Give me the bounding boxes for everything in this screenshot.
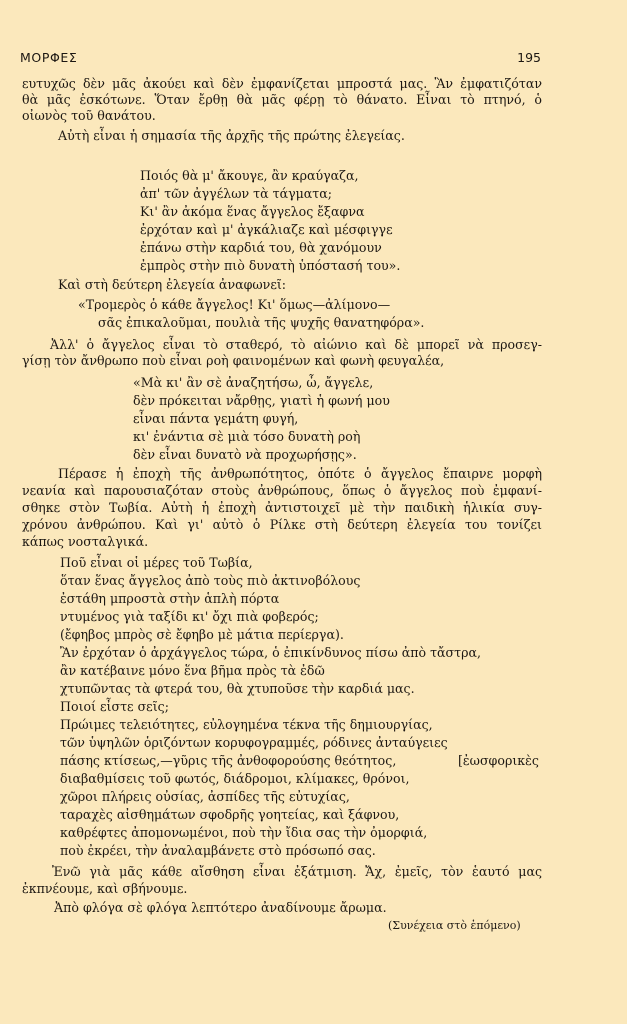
continued-note: (Συνέχεια στὸ ἑπόμενο) <box>388 919 521 932</box>
verse-line: ἀπ' τῶν ἀγγέλων τὰ τάγματα; <box>140 186 333 201</box>
verse-line: κι' ἐνάντια σὲ μιὰ τόσο δυνατὴ ροὴ <box>133 429 361 444</box>
verse-line: πάσης κτίσεως,—γῦρις τῆς ἀνθοφορούσης θεότητος, <box>60 753 397 768</box>
verse-line: ποὺ ἐκρέει, τὴν ἀναλαμβάνετε στὸ πρόσωπό σας. <box>60 843 376 858</box>
verse-line: (ἔφηβος μπρὸς σὲ ἔφηβο μὲ μάτια περίεργα). <box>60 627 344 642</box>
verse-line: Ποῦ εἶναι οἱ μέρες τοῦ Τωβία, <box>60 555 253 570</box>
verse-line: εἶναι πάντα γεμάτη φυγή, <box>133 411 299 426</box>
verse-line: ταραχὲς αἰσθημάτων σφοδρῆς γοητείας, καὶ ξάφνου, <box>60 807 400 822</box>
verse-line: δὲν πρόκειται νἄρθῃς, γιατὶ ἡ φωνή μου <box>133 393 390 408</box>
text-line: νεανία καὶ παρουσιαζόταν στοὺς ἀνθρώπους, ὅπως ὁ ἄγγελος ποὺ ἐμφανί- <box>22 483 542 498</box>
text-line: σθηκε στὸν Τωβία. Αὐτὴ ἡ ἐποχὴ ἀντιστοιχεῖ μὲ τὴν παιδικὴ ἡλικία συγ- <box>22 500 542 515</box>
verse-line: «Μὰ κι' ἂν σὲ ἀναζητήσω, ὦ, ἄγγελε, <box>133 375 374 390</box>
verse-line: ὅταν ἕνας ἄγγελος ἀπὸ τοὺς πιὸ ἀκτινοβόλους <box>60 573 361 588</box>
text-line: Αὐτὴ εἶναι ἡ σημασία τῆς ἀρχῆς τῆς πρώτης ἐλεγείας. <box>58 128 405 143</box>
verse-line: ἐπάνω στὴν καρδιά του, θὰ χανόμουν <box>140 240 382 255</box>
text-line: Ἐνῶ γιὰ μᾶς κάθε αἴσθηση εἶναι ἐξάτμιση. Ἄχ, ἐμεῖς, τὸν ἑαυτό μας <box>52 864 542 879</box>
verse-line: δὲν εἶναι δυνατὸ νὰ προχωρήσῃς». <box>133 447 357 462</box>
verse-carryover: [ἐωσφορικὲς <box>458 753 539 768</box>
text-line: ἐκπνέουμε, καὶ σβήνουμε. <box>22 881 188 896</box>
text-line: οἰωνὸς τοῦ θανάτου. <box>22 108 156 123</box>
page-number: 195 <box>517 50 541 65</box>
verse-line: χτυπῶντας τὰ φτερά του, θὰ χτυποῦσε τὴν καρδιά μας. <box>60 681 415 696</box>
quote-line: σᾶς ἐπικαλοῦμαι, πουλιὰ τῆς ψυχῆς θανατηφόρα». <box>98 315 425 330</box>
verse-line: Ἂν ἐρχόταν ὁ ἀρχάγγελος τώρα, ὁ ἐπικίνδυνος πίσω ἀπὸ τἄστρα, <box>60 645 482 660</box>
verse-line: ἂν κατέβαινε μόνο ἕνα βῆμα πρὸς τὰ ἐδῶ <box>60 663 325 678</box>
text-line: κάπως νοσταλγικά. <box>22 534 149 549</box>
verse-line: Ποιός θὰ μ' ἄκουγε, ἂν κραύγαζα, <box>140 168 359 183</box>
text-line: Ἀλλ' ὁ ἄγγελος εἶναι τὸ σταθερό, τὸ αἰώνιο καὶ δὲ μπορεῖ νὰ προσεγ- <box>50 337 542 352</box>
text-line: γίσῃ τὸν ἄνθρωπο ποὺ εἶναι ροὴ φαινομένων καὶ φωνὴ φευγαλέα, <box>22 353 445 368</box>
verse-line: Κι' ἂν ἀκόμα ἕνας ἄγγελος ἔξαφνα <box>140 204 365 219</box>
text-line: Ἀπὸ φλόγα σὲ φλόγα λεπτότερο ἀναδίνουμε ἄρωμα. <box>54 900 387 915</box>
text-line: θὰ μᾶς ἐσκότωνε. Ὅταν ἔρθῃ θὰ μᾶς φέρῃ τὸ θάνατο. Εἶναι τὸ πτηνό, ὁ <box>22 92 542 107</box>
text-line: Πέρασε ἡ ἐποχὴ τῆς ἀνθρωπότητος, ὁπότε ὁ ἄγγελος ἔπαιρνε μορφὴ <box>58 466 542 481</box>
running-head: ΜΟΡΦΕΣ <box>20 50 78 65</box>
verse-line: ἐστάθη μπροστὰ στὴν ἁπλὴ πόρτα <box>60 591 280 606</box>
text-line: χρόνου ἀνθρώπου. Καὶ γι' αὐτὸ ὁ Ρίλκε στὴ δεύτερη ἐλεγεία του τονίζει <box>22 517 542 532</box>
page-header <box>20 50 541 70</box>
verse-line: Πρώιμες τελειότητες, εὐλογημένα τέκνα τῆς δημιουργίας, <box>60 717 433 732</box>
verse-line: ντυμένος γιὰ ταξίδι κι' ὄχι πιὰ φοβερός; <box>60 609 319 624</box>
verse-line: Ποιοί εἶστε σεῖς; <box>60 699 169 714</box>
verse-line: ἐμπρὸς στὴν πιὸ δυνατὴ ὑπόστασή του». <box>140 258 401 273</box>
text-line: Καὶ στὴ δεύτερη ἐλεγεία ἀναφωνεῖ: <box>58 277 287 292</box>
verse-line: καθρέφτες ἀπομονωμένοι, ποὺ τὴν ἴδια σας τὴν ὀμορφιά, <box>60 825 428 840</box>
verse-line: διαβαθμίσεις τοῦ φωτός, διάδρομοι, κλίμακες, θρόνοι, <box>60 771 410 786</box>
verse-line: χῶροι πλήρεις οὐσίας, ἀσπίδες τῆς εὐτυχίας, <box>60 789 350 804</box>
verse-line: τῶν ὑψηλῶν ὁριζόντων κορυφογραμμές, ρόδινες ἀνταύγειες <box>60 735 448 750</box>
quote-line: «Τρομερὸς ὁ κάθε ἄγγελος! Κι' ὅμως—ἀλίμονο— <box>78 297 391 312</box>
verse-line: ἐρχόταν καὶ μ' ἀγκάλιαζε καὶ μέσφιγγε <box>140 222 393 237</box>
text-line: ευτυχῶς δὲν μᾶς ἀκούει καὶ δὲν ἐμφανίζεται μπροστά μας. Ἂν ἐμφατιζόταν <box>22 76 542 91</box>
